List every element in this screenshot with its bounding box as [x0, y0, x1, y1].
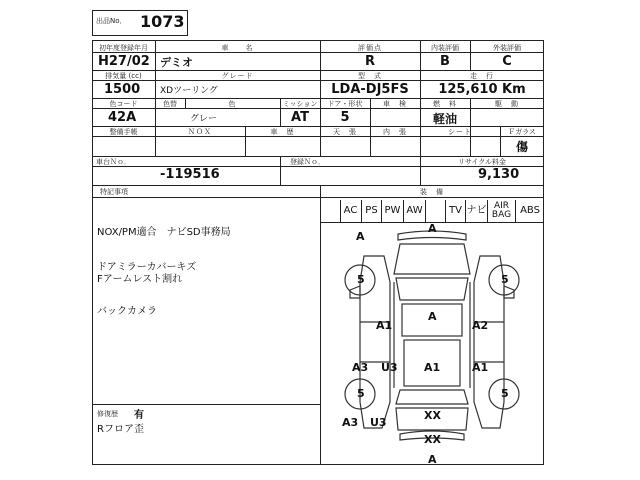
mark-left-door: A1 [376, 319, 393, 332]
glass-label: Ｆガラス [508, 128, 536, 136]
mark-floor: A1 [424, 361, 441, 374]
equipment-label: 装 備 [420, 188, 444, 196]
equip-tv: TV [446, 200, 466, 222]
mark-left-u: U3 [381, 361, 398, 374]
seat-label: シート [448, 128, 472, 136]
exterior-label: 外装評価 [493, 44, 521, 52]
displacement-label: 排気量 (cc) [105, 72, 142, 80]
mark-rear-u: U3 [370, 416, 387, 429]
drive-label: 駆 動 [495, 100, 519, 108]
first-reg-label: 初年度登録年月 [99, 44, 148, 52]
remark-line-4: バックカメラ [97, 306, 157, 317]
mark-roof: A [428, 310, 437, 323]
chassis-label: 車台Ｎｏ． [96, 158, 131, 166]
mileage-label: 走 行 [470, 72, 494, 80]
recycle-value: 9,130 [478, 167, 520, 182]
equip-ac: AC [340, 200, 362, 222]
score-label: 評価点 [358, 44, 382, 52]
registration-label: 登録Ｎｏ． [290, 158, 325, 166]
score-value: R [364, 54, 375, 69]
displacement-value: 1500 [104, 82, 141, 97]
doors-value: 5 [340, 110, 350, 125]
equip-blank [426, 200, 446, 222]
equip-pw: PW [382, 200, 404, 222]
mark-left-sill: A3 [352, 361, 369, 374]
repair-line [92, 404, 320, 405]
exterior-value: C [502, 54, 512, 69]
repair-label: 修復歴 [97, 410, 118, 418]
chassis-value: -119516 [160, 167, 220, 182]
mark-rear-bottom: A [428, 453, 437, 466]
mark-tire-rr: 5 [501, 387, 509, 400]
row-line [92, 197, 544, 198]
equip-navi: ナビ [466, 200, 488, 222]
equip-aw: AW [404, 200, 426, 222]
mark-front-top: A [428, 222, 437, 235]
mark-right-door: A2 [472, 319, 489, 332]
mark-rear-left: A3 [342, 416, 359, 429]
repair-value: 有 [134, 410, 144, 421]
col-line [280, 156, 281, 185]
mark-tire-rf: 5 [501, 273, 509, 286]
interior-trim-label: 内 張 [383, 128, 407, 136]
interior-label: 内装評価 [431, 44, 459, 52]
remark-line-2: ドアミラーカバーキズ [97, 262, 197, 273]
inspection-label: 車 検 [383, 100, 407, 108]
mileage-value: 125,610 Km [438, 82, 526, 97]
remark-line-3: Fアームレスト割れ [97, 274, 183, 285]
model-value: LDA-DJ5FS [331, 82, 409, 97]
mark-rear-xx1: XX [424, 409, 441, 422]
car-name-label: 車 名 [221, 44, 254, 52]
manual-label: 整備手帳 [109, 128, 138, 136]
fuel-label: 燃 料 [433, 100, 457, 108]
mark-right-sill: A1 [472, 361, 489, 374]
mark-front-left: A [356, 230, 365, 243]
color-change-label: 色替 [163, 100, 177, 108]
grade-value: XDツーリング [160, 86, 218, 96]
mark-rear-xx2: XX [424, 433, 441, 446]
first-reg-value: H27/02 [98, 54, 150, 69]
mark-tire-lr: 5 [357, 387, 365, 400]
remarks-label: 特記事項 [100, 188, 128, 196]
color-label: 色 [228, 100, 237, 108]
nox-label: ＮＯＸ [188, 128, 212, 136]
doors-label: ドア・形状 [327, 100, 363, 108]
mark-tire-lf: 5 [357, 273, 365, 286]
equip-ps: PS [362, 200, 382, 222]
sunroof-label: 天 張 [333, 128, 357, 136]
recycle-label: リサイクル料金 [457, 158, 507, 166]
color-code-value: 42A [108, 110, 137, 125]
model-label: 型 式 [358, 72, 382, 80]
color-code-label: 色コード [109, 100, 138, 108]
glass-value: 傷 [515, 140, 528, 154]
remark-line-1: NOX/PM適合 ナビSD事務局 [97, 227, 231, 238]
row-line [92, 185, 544, 186]
transmission-value: AT [291, 110, 309, 125]
color-value: グレー [190, 114, 218, 124]
interior-value: B [440, 54, 450, 69]
grade-label: グレード [221, 72, 254, 80]
equip-airbag: AIR BAG [488, 200, 516, 222]
repair-note: Rフロア歪 [97, 424, 144, 435]
transmission-label: ミッション [282, 100, 318, 108]
lot-number: 1073 [140, 12, 185, 31]
fuel-value: 軽油 [432, 112, 457, 126]
equip-abs: ABS [520, 205, 540, 216]
history-label: 車 歴 [270, 128, 295, 136]
lot-label: 出品No． [96, 17, 127, 25]
equip-line [340, 200, 341, 222]
car-name-value: デミオ [160, 56, 193, 69]
